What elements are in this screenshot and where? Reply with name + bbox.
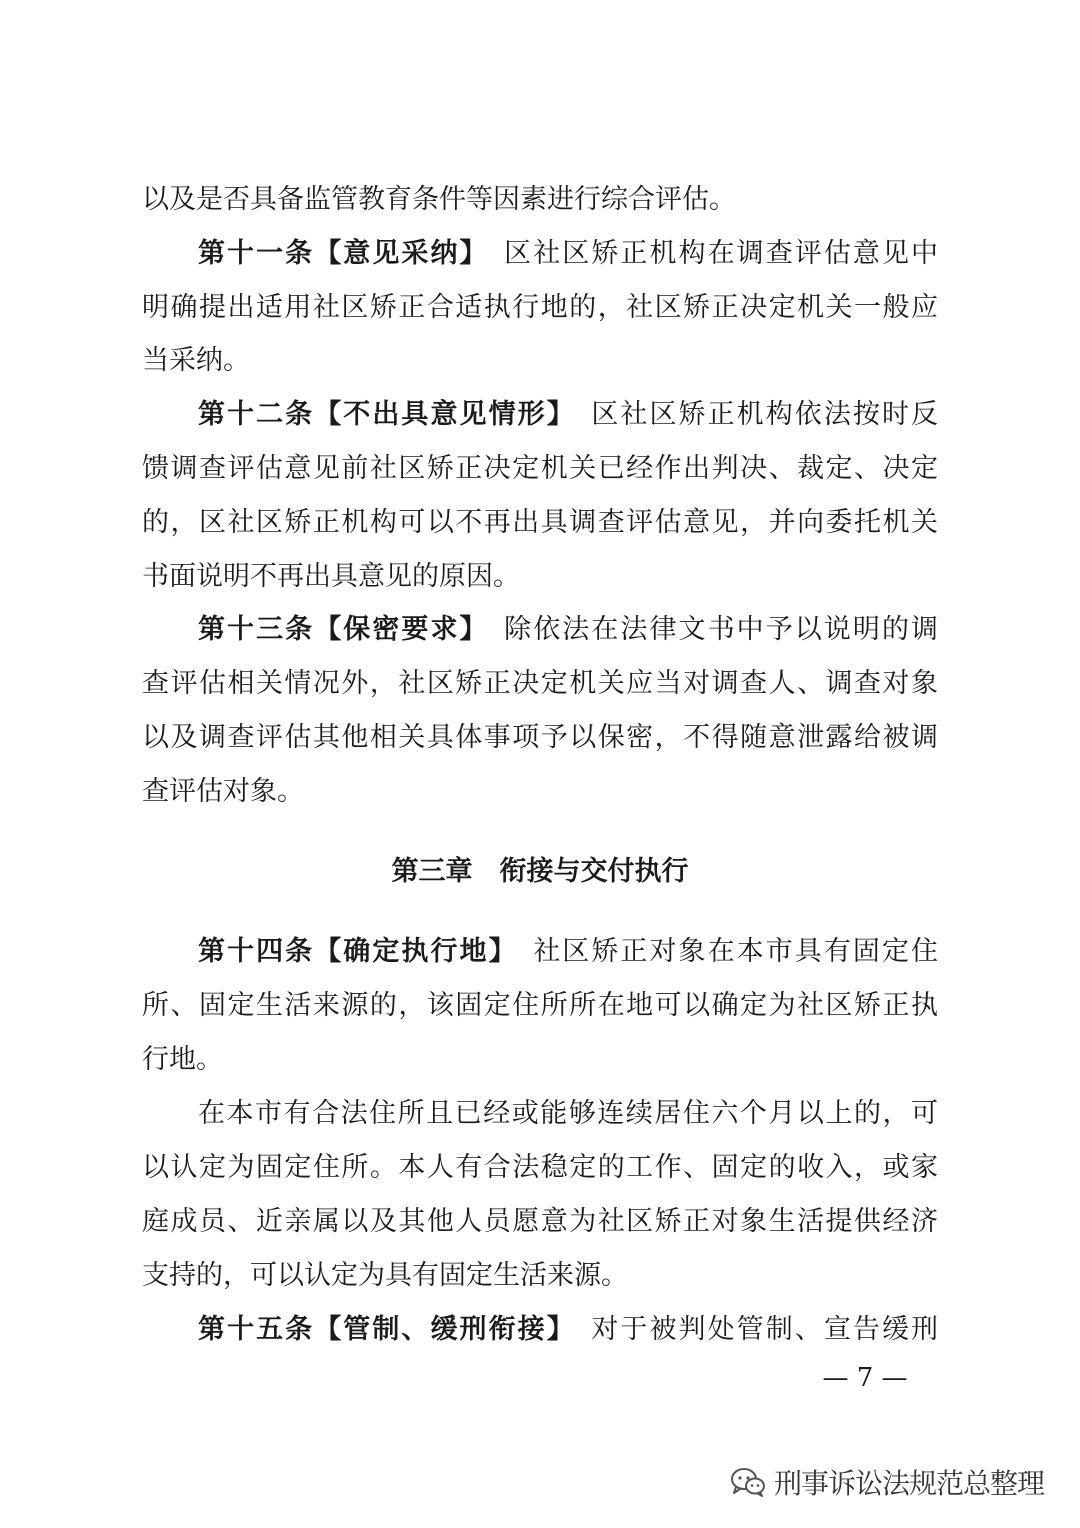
line-text: 在本市有合法住所且已经或能够连续居住六个月以上的，可	[198, 1098, 938, 1129]
paragraph-line	[198, 1096, 938, 1132]
line-text: 除依法在法律文书中予以说明的调	[475, 614, 939, 645]
article-11-heading-line	[198, 236, 938, 272]
article-13-title: 第十三条【保密要求】	[198, 614, 476, 645]
line-text: 的，区社区矫正机构可以不再出具调查评估意见，并向委托机关	[142, 507, 938, 538]
paragraph-line	[142, 1042, 938, 1078]
paragraph-line	[142, 774, 938, 810]
line-text: 支持的，可以认定为具有固定生活来源。	[142, 1260, 628, 1291]
paragraph-line	[142, 343, 938, 379]
paragraph-line	[142, 1258, 938, 1294]
line-text: 所、固定生活来源的，该固定住所所在地可以确定为社区矫正执	[142, 990, 938, 1021]
line-text: 馈调查评估意见前社区矫正决定机关已经作出判决、裁定、决定	[142, 453, 938, 484]
paragraph-line	[142, 505, 938, 541]
line-text: 以认定为固定住所。本人有合法稳定的工作、固定的收入，或家	[142, 1152, 938, 1183]
line-text: 查评估对象。	[142, 776, 304, 807]
watermark-text: 刑事诉讼法规范总整理	[774, 1467, 1045, 1500]
line-text: 明确提出适用社区矫正合适执行地的，社区矫正决定机关一般应	[142, 292, 938, 323]
article-15-heading-line	[198, 1312, 938, 1348]
chapter-heading: 第三章 衔接与交付执行	[391, 856, 689, 887]
page-number: — 7 —	[822, 1363, 908, 1393]
article-11-title: 第十一条【意见采纳】	[198, 238, 476, 269]
line-text: 以及是否具备监管教育条件等因素进行综合评估。	[142, 184, 736, 215]
wechat-icon	[730, 1467, 766, 1497]
line-text: 区社区矫正机构在调查评估意见中	[475, 238, 939, 269]
article-13-heading-line	[198, 612, 938, 648]
paragraph-line	[142, 1204, 938, 1240]
line-text: 社区矫正对象在本市具有固定住	[504, 936, 939, 967]
paragraph-line	[142, 1150, 938, 1186]
paragraph-line	[142, 988, 938, 1024]
line-text: 查评估相关情况外，社区矫正决定机关应当对调查人、调查对象	[142, 668, 938, 699]
article-15-title: 第十五条【管制、缓刑衔接】	[198, 1314, 563, 1345]
article-12-title: 第十二条【不出具意见情形】	[198, 399, 563, 430]
line-text: 行地。	[142, 1044, 223, 1075]
paragraph-line	[142, 182, 938, 218]
wechat-watermark	[730, 1462, 1044, 1502]
article-14-title: 第十四条【确定执行地】	[198, 936, 505, 967]
line-text: 当采纳。	[142, 345, 250, 376]
line-text: 对于被判处管制、宣告缓刑	[562, 1314, 939, 1345]
article-14-heading-line	[198, 934, 938, 970]
line-text: 庭成员、近亲属以及其他人员愿意为社区矫正对象生活提供经济	[142, 1206, 938, 1237]
line-text: 以及调查评估其他相关具体事项予以保密，不得随意泄露给被调	[142, 722, 938, 753]
paragraph-line	[142, 666, 938, 702]
line-text: 书面说明不再出具意见的原因。	[142, 561, 520, 592]
paragraph-line	[142, 451, 938, 487]
paragraph-line	[142, 559, 938, 595]
line-text: 区社区矫正机构依法按时反	[562, 399, 939, 430]
paragraph-line	[142, 720, 938, 756]
paragraph-line	[142, 290, 938, 326]
article-12-heading-line	[198, 397, 938, 433]
